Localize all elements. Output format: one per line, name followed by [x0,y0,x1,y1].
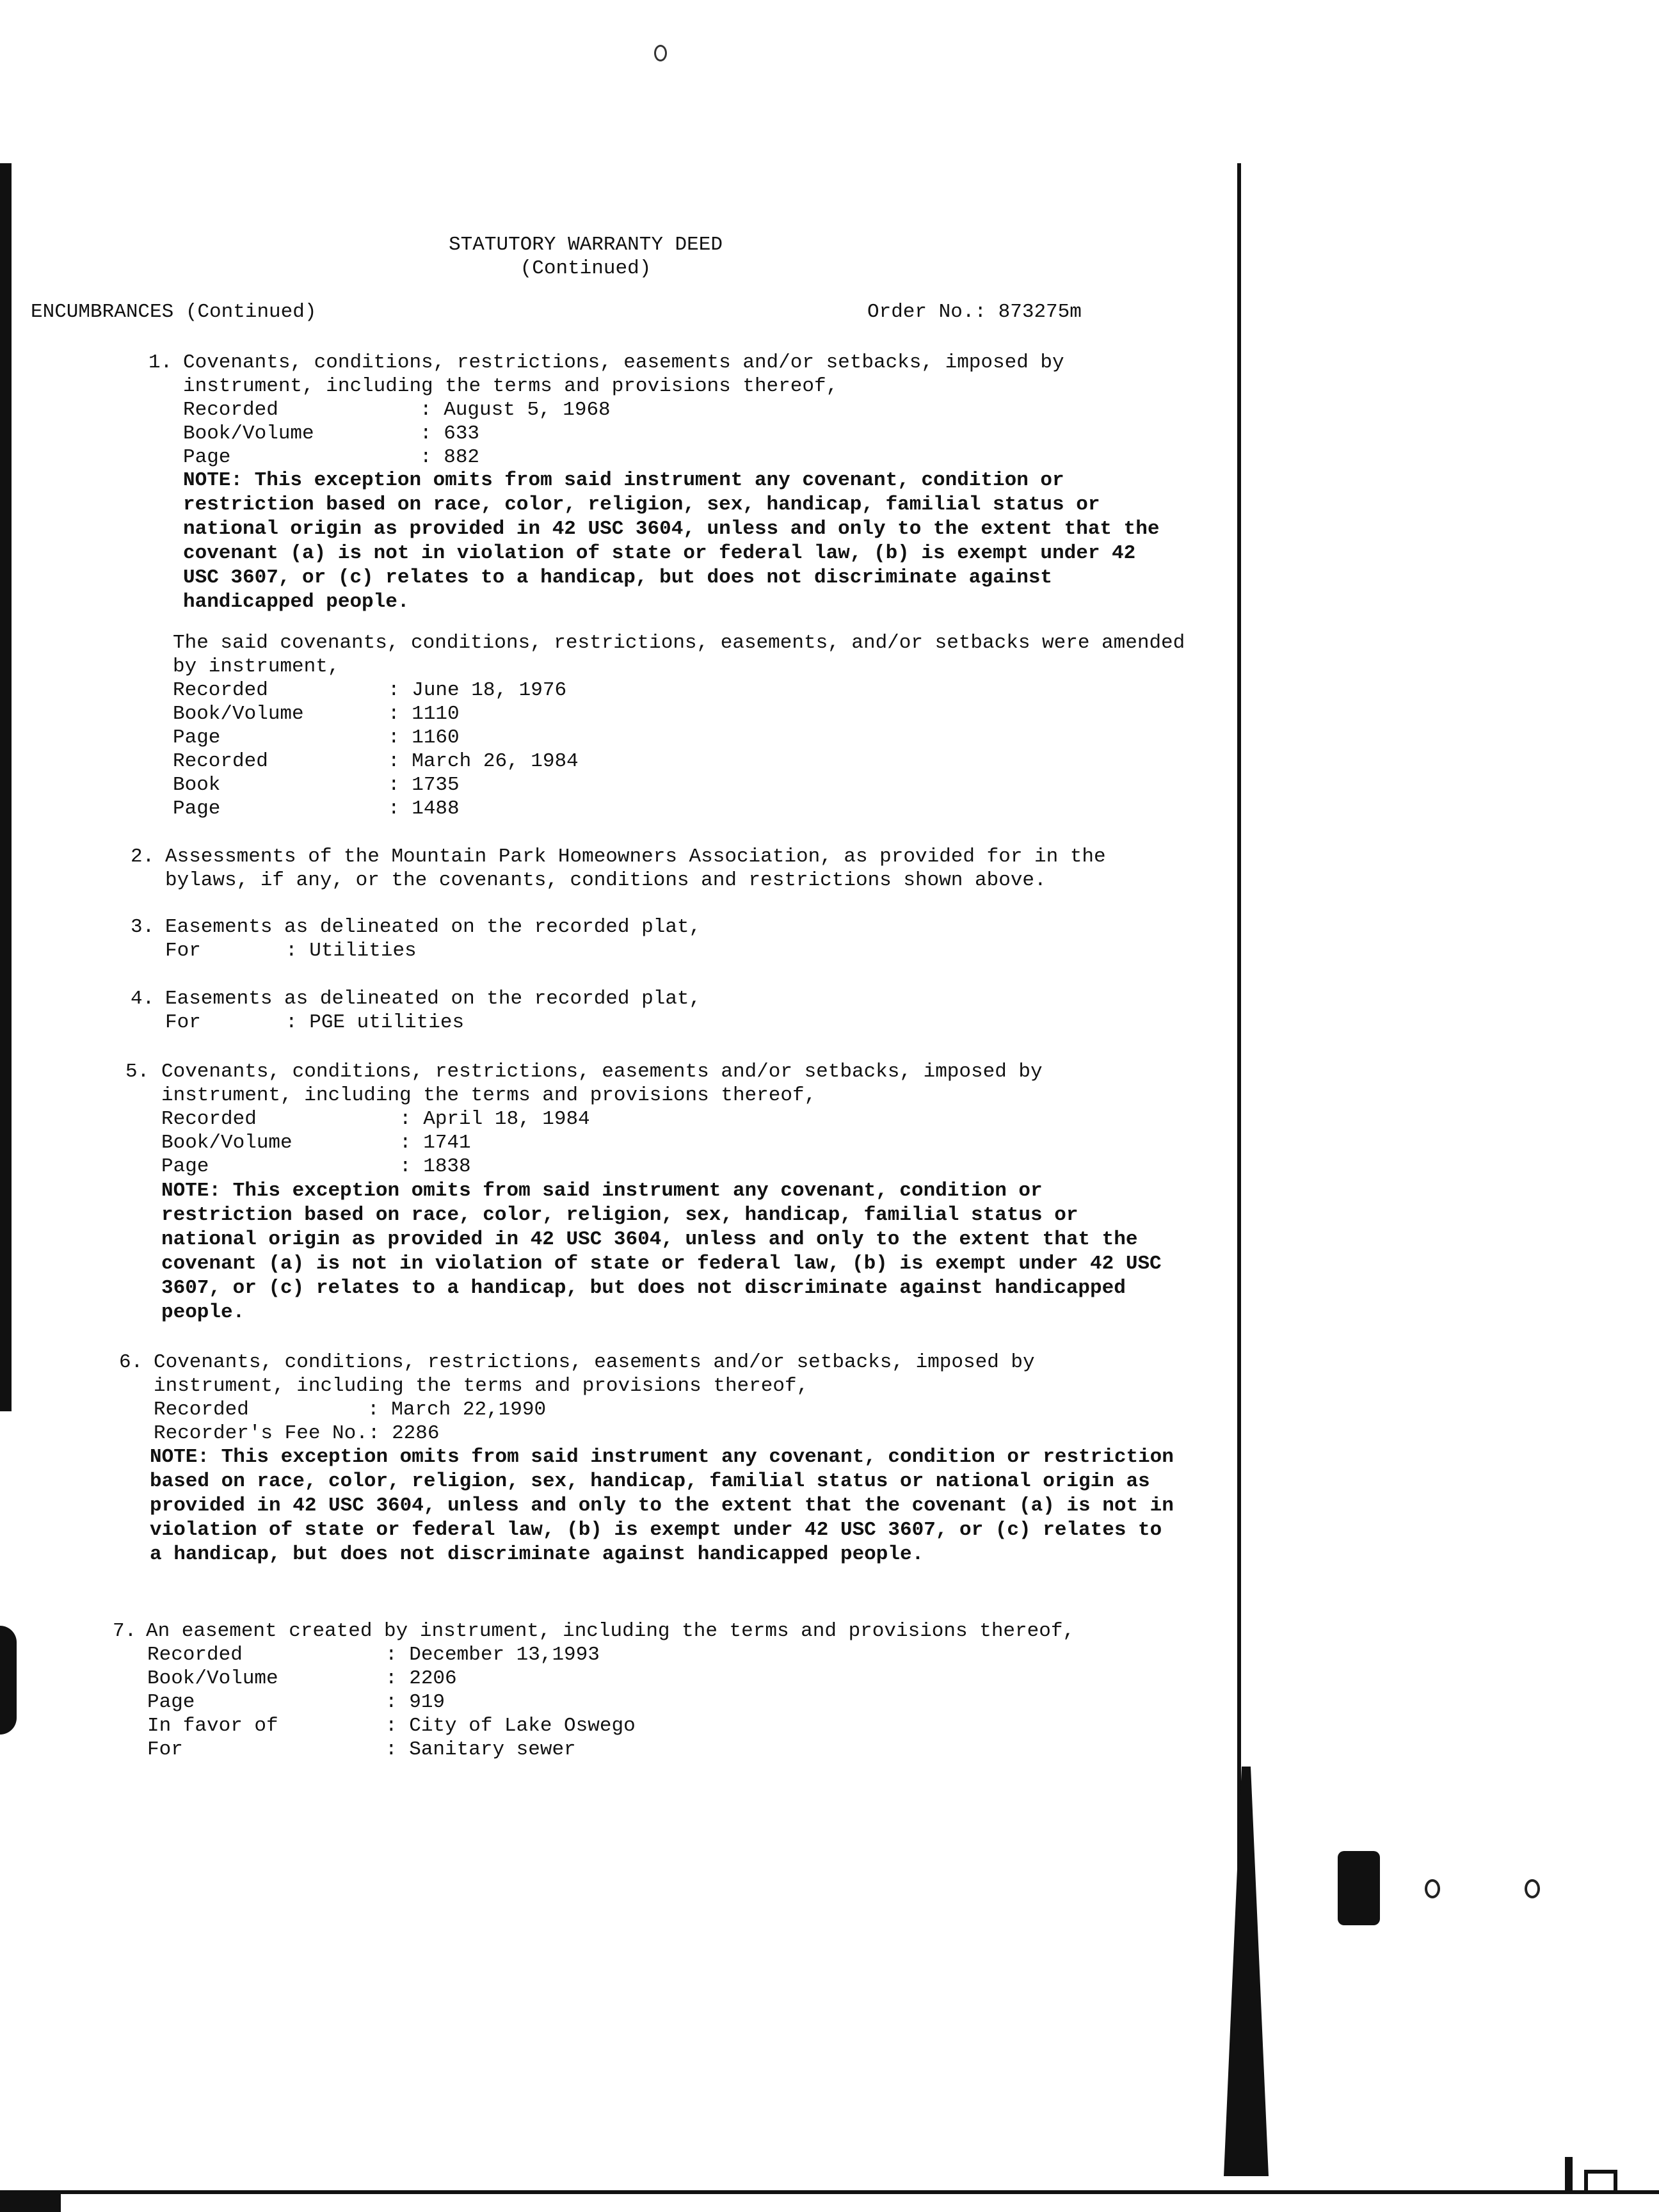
field-label: Book/Volume [161,1132,293,1154]
field-value: 882 [444,446,480,469]
item-number: 2. [131,846,155,868]
field-value: Sanitary sewer [409,1738,576,1761]
note-text: This exception omits from said instrument any covenant, condition or restriction based on race, color, religion, sex, handicap, familial status or national origin as provided in 42 USC 3604, unless and only to the extent that the covenant (a) is not in violation of state or federal law, (b) is exempt under 42 USC 3607, or (c) relates to a handicap, but does not discriminate against handicapped people. [183,469,1160,613]
field-row: Book/Volume : 1741 [161,1132,471,1154]
field-label: Recorder's Fee No.: [154,1422,380,1445]
scan-right-dark-streak [1224,1767,1269,2176]
field-row: Recorded : June 18, 1976 [173,679,567,701]
field-label: Book/Volume [183,422,314,445]
field-label: Recorded [173,750,268,773]
note-paragraph [161,1179,1173,1325]
item-intro: Easements as delineated on the recorded plat, [165,916,701,938]
field-value: 2206 [409,1667,457,1690]
field-row: Book/Volume : 633 [183,422,480,445]
field-label: Page [173,726,221,749]
field-label: Recorded [161,1108,257,1130]
field-value: March 22,1990 [391,1399,547,1421]
item-intro: An easement created by instrument, including the terms and provisions thereof, [146,1620,1075,1642]
field-row: Recorded : April 18, 1984 [161,1108,590,1130]
field-row: Recorded : December 13,1993 [147,1644,600,1666]
field-value: 633 [444,422,480,445]
scan-circle-right-1 [1425,1879,1440,1898]
field-value: June 18, 1976 [412,679,567,701]
note-paragraph [150,1445,1174,1567]
scan-left-edge-bar [0,163,12,1411]
field-value: 1160 [412,726,460,749]
field-row: Book : 1735 [173,774,460,796]
item-intro: Assessments of the Mountain Park Homeowners Association, as provided for in the bylaws, if any, or the covenants, conditions and restrictions shown above. [165,846,1106,892]
field-value: December 13,1993 [409,1644,600,1666]
field-label: For [165,1011,201,1034]
item-intro: Covenants, conditions, restrictions, easements and/or setbacks, imposed by instrument, including the terms and provisions thereof, [154,1351,1035,1397]
item-number: 4. [131,988,155,1010]
field-label: Page [147,1691,195,1713]
scan-circle-top [654,45,667,61]
field-value: March 26, 1984 [412,750,579,773]
item-intro: Easements as delineated on the recorded plat, [165,988,701,1010]
amendment-paragraph: The said covenants, conditions, restrictions, easements, and/or setbacks were amended by instrument, [173,632,1185,678]
field-label: Page [183,446,231,469]
field-row: Recorded : August 5, 1968 [183,399,611,421]
field-label: Book [173,774,221,796]
field-value: 1741 [423,1132,471,1154]
note-paragraph [183,469,1182,614]
order-number: 873275m [998,301,1082,323]
field-row: Book/Volume : 2206 [147,1667,457,1690]
field-row: Page : 919 [147,1691,445,1713]
note-text: This exception omits from said instrument any covenant, condition or restriction based on race, color, religion, sex, handicap, familial status or national origin as provided in 42 USC 3604, unless and only to the extent that the covenant (a) is not in violation of state or federal law, (b) is exempt under 42 USC 3607, or (c) relates to a handicap, but does not discriminate against handicapped people. [150,1446,1174,1566]
field-label: Book/Volume [147,1667,278,1690]
field-value: 919 [409,1691,445,1713]
field-label: Recorded [183,399,278,421]
scan-right-vertical-line [1237,163,1241,1975]
field-row: For : Utilities [165,940,417,962]
note-text: This exception omits from said instrument any covenant, condition or restriction based on race, color, religion, sex, handicap, familial status or national origin as provided in 42 USC 3604, unless and only to the extent that the covenant (a) is not in violation of state or federal law, (b) is exempt under 42 USC 3607, or (c) relates to a handicap, but does not discriminate against handicapped people. [161,1180,1162,1324]
field-row: Recorded : March 22,1990 [154,1399,547,1421]
field-value: August 5, 1968 [444,399,611,421]
field-value: 1110 [412,703,460,725]
field-label: In favor of [147,1715,278,1737]
field-row [154,1422,546,1445]
field-label: Recorded [173,679,268,701]
scan-left-blob [0,1626,17,1735]
note-label: NOTE: [183,469,243,492]
field-value: 1735 [412,774,460,796]
document-title: STATUTORY WARRANTY DEED [449,234,723,256]
field-value: 1838 [423,1155,471,1178]
item-number: 1. [148,351,173,374]
order-label: Order No.: [867,301,987,323]
note-label: NOTE: [150,1446,210,1468]
field-label: Recorded [154,1399,249,1421]
field-value: 2286 [392,1422,440,1445]
field-label: Page [173,797,221,820]
field-value: April 18, 1984 [423,1108,590,1130]
field-label: For [165,940,201,962]
scan-bottom-right-mark [1565,2157,1573,2193]
item-number: 7. [113,1620,137,1642]
field-row: For : PGE utilities [165,1011,465,1034]
field-label: For [147,1738,183,1761]
field-row: Book/Volume : 1110 [173,703,460,725]
field-value: City of Lake Oswego [409,1715,636,1737]
field-value: PGE utilities [309,1011,465,1034]
scan-bottom-line [0,2190,1659,2194]
section-heading: ENCUMBRANCES (Continued) [31,301,317,323]
field-label: Page [161,1155,209,1178]
order-number-line [867,301,1082,323]
field-row: Page : 1160 [173,726,460,749]
scan-right-rect [1338,1851,1380,1925]
item-intro: Covenants, conditions, restrictions, easements and/or setbacks, imposed by instrument, including the terms and provisions thereof, [161,1061,1043,1107]
scan-bottom-left-block [0,2192,61,2212]
scan-circle-right-2 [1525,1879,1540,1898]
scan-bottom-right-box [1584,2170,1617,2190]
field-row: Page : 1488 [173,797,460,820]
field-row: Recorded : March 26, 1984 [173,750,579,773]
field-label: Book/Volume [173,703,304,725]
field-value: Utilities [309,940,417,962]
field-label: Recorded [147,1644,243,1666]
item-intro: Covenants, conditions, restrictions, easements and/or setbacks, imposed by instrument, including the terms and provisions thereof, [183,351,1064,397]
field-row: In favor of : City of Lake Oswego [147,1715,636,1737]
field-row: Page : 1838 [161,1155,471,1178]
note-label: NOTE: [161,1180,221,1202]
item-number: 3. [131,916,155,938]
item-number: 6. [119,1351,143,1374]
document-subtitle: (Continued) [520,257,652,280]
item-number: 5. [125,1061,150,1083]
field-value: 1488 [412,797,460,820]
field-row: Page : 882 [183,446,480,469]
field-row: For : Sanitary sewer [147,1738,576,1761]
